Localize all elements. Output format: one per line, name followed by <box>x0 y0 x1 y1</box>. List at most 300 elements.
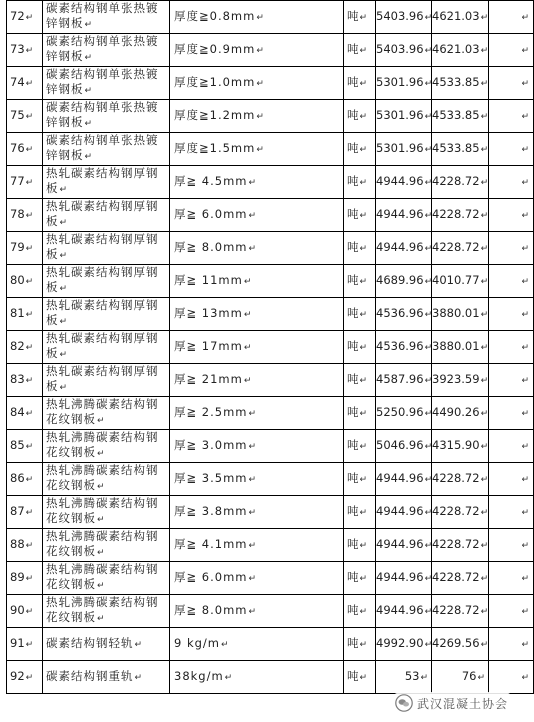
remarks-cell <box>489 298 534 331</box>
price-tax-included: 4992.90 <box>376 635 424 650</box>
paragraph-mark: ↵ <box>25 408 34 419</box>
unit: 吨 <box>347 206 359 221</box>
price-tax-excluded: 4621.03 <box>432 8 480 23</box>
product-name-cell <box>43 232 170 265</box>
specification-cell <box>170 67 344 100</box>
unit-cell <box>344 166 376 199</box>
specification-cell <box>170 496 344 529</box>
price-tax-excluded-cell <box>432 463 489 496</box>
paragraph-mark: ↵ <box>521 474 529 485</box>
paragraph-mark: ↵ <box>424 276 433 287</box>
unit-cell <box>344 529 376 562</box>
product-name: 热轧碳素结构钢厚钢板 <box>46 364 159 393</box>
paragraph-mark: ↵ <box>359 606 368 617</box>
product-name: 碳素结构钢单张热镀锌钢板 <box>46 67 159 96</box>
paragraph-mark: ↵ <box>521 672 529 683</box>
unit: 吨 <box>347 272 359 287</box>
paragraph-mark: ↵ <box>521 12 529 23</box>
paragraph-mark: ↵ <box>359 210 368 221</box>
row-number-cell <box>7 562 43 595</box>
row-number-cell <box>7 430 43 463</box>
row-number-cell <box>7 232 43 265</box>
paragraph-mark: ↵ <box>25 672 34 683</box>
price-tax-included-cell <box>376 463 432 496</box>
row-number: 77 <box>10 173 25 188</box>
paragraph-mark: ↵ <box>248 243 258 254</box>
price-tax-included: 5403.96 <box>376 8 424 23</box>
price-tax-excluded: 4228.72 <box>432 602 480 617</box>
unit: 吨 <box>347 536 359 551</box>
remarks-cell <box>489 331 534 364</box>
row-number: 75 <box>10 107 25 122</box>
product-name: 热轧沸腾碳素结构钢花纹钢板 <box>46 496 159 525</box>
paragraph-mark: ↵ <box>521 606 529 617</box>
paragraph-mark: ↵ <box>256 111 265 122</box>
paragraph-mark: ↵ <box>480 309 489 320</box>
paragraph-mark: ↵ <box>25 111 34 122</box>
paragraph-mark: ↵ <box>359 309 368 320</box>
price-tax-excluded-cell <box>432 67 489 100</box>
unit: 吨 <box>347 569 359 584</box>
paragraph-mark: ↵ <box>424 639 433 650</box>
paragraph-mark: ↵ <box>424 474 433 485</box>
specification-cell <box>170 133 344 166</box>
specification-cell <box>170 265 344 298</box>
specification-cell <box>170 166 344 199</box>
paragraph-mark: ↵ <box>359 342 368 353</box>
specification-cell <box>170 595 344 628</box>
specification-cell <box>170 397 344 430</box>
specification: 厚≧ 6.0mm <box>174 206 248 221</box>
row-number-cell <box>7 529 43 562</box>
wechat-logo-icon <box>395 694 413 712</box>
paragraph-mark: ↵ <box>59 317 69 327</box>
paragraph-mark: ↵ <box>221 639 230 650</box>
price-tax-included: 4536.96 <box>376 305 424 320</box>
specification: 厚≧ 21mm <box>174 371 243 386</box>
unit: 吨 <box>347 8 359 23</box>
paragraph-mark: ↵ <box>248 507 258 518</box>
table-row <box>7 430 534 463</box>
paragraph-mark: ↵ <box>97 449 106 459</box>
price-tax-included-cell <box>376 397 432 430</box>
paragraph-mark: ↵ <box>480 45 489 56</box>
table-row <box>7 265 534 298</box>
table-row <box>7 562 534 595</box>
price-tax-excluded-cell <box>432 100 489 133</box>
row-number: 91 <box>10 635 25 650</box>
unit-cell <box>344 199 376 232</box>
paragraph-mark: ↵ <box>256 45 265 56</box>
product-name-cell <box>43 364 170 397</box>
paragraph-mark: ↵ <box>424 573 433 584</box>
price-tax-included: 4944.96 <box>376 602 424 617</box>
product-name: 热轧沸腾碳素结构钢花纹钢板 <box>46 595 159 624</box>
unit: 吨 <box>347 503 359 518</box>
paragraph-mark: ↵ <box>424 309 433 320</box>
paragraph-mark: ↵ <box>424 606 433 617</box>
paragraph-mark: ↵ <box>521 111 529 122</box>
paragraph-mark: ↵ <box>521 375 529 386</box>
remarks-cell <box>489 34 534 67</box>
specification: 厚≧ 11mm <box>174 272 243 287</box>
price-tax-excluded: 3880.01 <box>432 305 480 320</box>
specification: 厚≧ 4.1mm <box>174 536 248 551</box>
specification-cell <box>170 661 344 694</box>
unit-cell <box>344 232 376 265</box>
product-name-cell <box>43 529 170 562</box>
unit-cell <box>344 661 376 694</box>
specification: 9 kg/m <box>174 635 221 650</box>
remarks-cell <box>489 1 534 34</box>
unit: 吨 <box>347 668 359 683</box>
price-tax-excluded: 4533.85 <box>432 74 480 89</box>
paragraph-mark: ↵ <box>359 12 368 23</box>
table-row <box>7 67 534 100</box>
paragraph-mark: ↵ <box>480 12 489 23</box>
remarks-cell <box>489 133 534 166</box>
price-tax-excluded: 4621.03 <box>432 41 480 56</box>
product-name-cell <box>43 133 170 166</box>
paragraph-mark: ↵ <box>97 614 106 624</box>
product-name-cell <box>43 199 170 232</box>
paragraph-mark: ↵ <box>248 540 258 551</box>
remarks-cell <box>489 496 534 529</box>
unit-cell <box>344 364 376 397</box>
product-name-cell <box>43 67 170 100</box>
price-tax-excluded-cell <box>432 628 489 661</box>
paragraph-mark: ↵ <box>521 408 529 419</box>
paragraph-mark: ↵ <box>359 45 368 56</box>
paragraph-mark: ↵ <box>256 12 265 23</box>
paragraph-mark: ↵ <box>480 540 489 551</box>
unit: 吨 <box>347 470 359 485</box>
price-tax-excluded: 4490.26 <box>432 404 480 419</box>
table-row <box>7 463 534 496</box>
row-number: 86 <box>10 470 25 485</box>
paragraph-mark: ↵ <box>25 144 34 155</box>
paragraph-mark: ↵ <box>97 548 106 558</box>
product-name-cell <box>43 562 170 595</box>
price-tax-included-cell <box>376 133 432 166</box>
unit: 吨 <box>347 140 359 155</box>
specification: 厚≧ 2.5mm <box>174 404 248 419</box>
table-row <box>7 34 534 67</box>
price-tax-included-cell <box>376 232 432 265</box>
row-number: 89 <box>10 569 25 584</box>
paragraph-mark: ↵ <box>59 185 69 195</box>
specification-cell <box>170 463 344 496</box>
price-tax-excluded-cell <box>432 1 489 34</box>
row-number: 87 <box>10 503 25 518</box>
unit-cell <box>344 298 376 331</box>
paragraph-mark: ↵ <box>248 441 258 452</box>
product-name: 热轧碳素结构钢厚钢板 <box>46 166 159 195</box>
row-number: 84 <box>10 404 25 419</box>
price-tax-included-cell <box>376 34 432 67</box>
price-tax-included: 4587.96 <box>376 371 424 386</box>
paragraph-mark: ↵ <box>521 639 529 650</box>
price-tax-excluded-cell <box>432 562 489 595</box>
price-tax-included-cell <box>376 562 432 595</box>
price-tax-included-cell <box>376 166 432 199</box>
paragraph-mark: ↵ <box>359 111 368 122</box>
unit: 吨 <box>347 41 359 56</box>
product-name: 热轧沸腾碳素结构钢花纹钢板 <box>46 430 159 459</box>
paragraph-mark: ↵ <box>480 177 489 188</box>
paragraph-mark: ↵ <box>480 243 489 254</box>
paragraph-mark: ↵ <box>359 177 368 188</box>
paragraph-mark: ↵ <box>480 639 489 650</box>
paragraph-mark: ↵ <box>424 45 433 56</box>
paragraph-mark: ↵ <box>25 639 34 650</box>
unit-cell <box>344 562 376 595</box>
table-row <box>7 496 534 529</box>
price-tax-excluded: 4533.85 <box>432 140 480 155</box>
product-name-cell <box>43 496 170 529</box>
paragraph-mark: ↵ <box>25 177 34 188</box>
product-name-cell <box>43 595 170 628</box>
product-name-cell <box>43 298 170 331</box>
remarks-cell <box>489 463 534 496</box>
paragraph-mark: ↵ <box>420 672 428 683</box>
paragraph-mark: ↵ <box>359 78 368 89</box>
table-body <box>7 1 534 694</box>
remarks-cell <box>489 67 534 100</box>
table-row <box>7 100 534 133</box>
unit-cell <box>344 331 376 364</box>
paragraph-mark: ↵ <box>424 342 433 353</box>
unit-cell <box>344 496 376 529</box>
row-number-cell <box>7 133 43 166</box>
watermark <box>391 692 514 714</box>
product-name: 碳素结构钢轻轨 <box>46 635 134 650</box>
paragraph-mark: ↵ <box>521 45 529 56</box>
price-tax-included: 4689.96 <box>376 272 424 287</box>
row-number: 80 <box>10 272 25 287</box>
unit-cell <box>344 67 376 100</box>
product-name: 热轧碳素结构钢厚钢板 <box>46 199 159 228</box>
paragraph-mark: ↵ <box>424 441 433 452</box>
paragraph-mark: ↵ <box>25 573 34 584</box>
price-tax-included: 4944.96 <box>376 569 424 584</box>
row-number: 72 <box>10 8 25 23</box>
specification: 厚≧ 13mm <box>174 305 243 320</box>
unit: 吨 <box>347 173 359 188</box>
remarks-cell <box>489 529 534 562</box>
unit-cell <box>344 1 376 34</box>
price-tax-included-cell <box>376 67 432 100</box>
table-row <box>7 166 534 199</box>
price-tax-excluded-cell <box>432 232 489 265</box>
paragraph-mark: ↵ <box>424 540 433 551</box>
product-name: 碳素结构钢重轨 <box>46 668 134 683</box>
price-tax-excluded-cell <box>432 34 489 67</box>
paragraph-mark: ↵ <box>521 573 529 584</box>
paragraph-mark: ↵ <box>480 474 489 485</box>
price-tax-excluded: 3880.01 <box>432 338 480 353</box>
row-number-cell <box>7 628 43 661</box>
specification: 厚≧ 17mm <box>174 338 243 353</box>
specification: 厚≧ 3.5mm <box>174 470 248 485</box>
paragraph-mark: ↵ <box>59 218 69 228</box>
price-tax-excluded: 4228.72 <box>432 206 480 221</box>
price-tax-included: 4944.96 <box>376 470 424 485</box>
specification: 厚度≧0.9mm <box>174 41 256 56</box>
paragraph-mark: ↵ <box>359 540 368 551</box>
price-tax-excluded: 4228.72 <box>432 503 480 518</box>
specification-cell <box>170 529 344 562</box>
paragraph-mark: ↵ <box>359 507 368 518</box>
paragraph-mark: ↵ <box>521 507 529 518</box>
paragraph-mark: ↵ <box>84 53 94 63</box>
paragraph-mark: ↵ <box>25 540 34 551</box>
product-name-cell <box>43 265 170 298</box>
specification: 厚度≧0.8mm <box>174 8 256 23</box>
paragraph-mark: ↵ <box>521 78 529 89</box>
product-name: 热轧碳素结构钢厚钢板 <box>46 298 159 327</box>
remarks-cell <box>489 199 534 232</box>
paragraph-mark: ↵ <box>521 144 529 155</box>
price-tax-excluded-cell <box>432 661 489 694</box>
paragraph-mark: ↵ <box>25 12 34 23</box>
table-row <box>7 529 534 562</box>
remarks-cell <box>489 661 534 694</box>
price-tax-excluded-cell <box>432 199 489 232</box>
unit: 吨 <box>347 338 359 353</box>
specification: 厚度≧1.0mm <box>174 74 256 89</box>
price-table <box>6 0 534 694</box>
remarks-cell <box>489 232 534 265</box>
remarks-cell <box>489 265 534 298</box>
paragraph-mark: ↵ <box>521 309 529 320</box>
row-number: 74 <box>10 74 25 89</box>
table-row <box>7 232 534 265</box>
paragraph-mark: ↵ <box>359 639 368 650</box>
price-tax-included-cell <box>376 364 432 397</box>
paragraph-mark: ↵ <box>521 441 529 452</box>
paragraph-mark: ↵ <box>424 507 433 518</box>
paragraph-mark: ↵ <box>84 119 94 129</box>
paragraph-mark: ↵ <box>25 375 34 386</box>
paragraph-mark: ↵ <box>521 342 529 353</box>
paragraph-mark: ↵ <box>424 177 433 188</box>
paragraph-mark: ↵ <box>25 78 34 89</box>
table-row <box>7 397 534 430</box>
price-tax-excluded-cell <box>432 430 489 463</box>
row-number-cell <box>7 463 43 496</box>
row-number-cell <box>7 100 43 133</box>
unit: 吨 <box>347 371 359 386</box>
price-tax-included: 4536.96 <box>376 338 424 353</box>
paragraph-mark: ↵ <box>59 350 69 360</box>
product-name: 热轧碳素结构钢厚钢板 <box>46 331 159 360</box>
unit-cell <box>344 34 376 67</box>
row-number-cell <box>7 166 43 199</box>
row-number: 82 <box>10 338 25 353</box>
paragraph-mark: ↵ <box>248 573 258 584</box>
product-name-cell <box>43 661 170 694</box>
paragraph-mark: ↵ <box>480 210 489 221</box>
unit: 吨 <box>347 239 359 254</box>
row-number-cell <box>7 661 43 694</box>
paragraph-mark: ↵ <box>97 416 106 426</box>
price-tax-excluded-cell <box>432 298 489 331</box>
price-tax-included: 5301.96 <box>376 107 424 122</box>
paragraph-mark: ↵ <box>25 243 34 254</box>
table-row <box>7 628 534 661</box>
remarks-cell <box>489 364 534 397</box>
paragraph-mark: ↵ <box>480 78 489 89</box>
price-tax-excluded: 4269.56 <box>432 635 480 650</box>
row-number: 73 <box>10 41 25 56</box>
remarks-cell <box>489 595 534 628</box>
unit-cell <box>344 265 376 298</box>
paragraph-mark: ↵ <box>521 177 529 188</box>
paragraph-mark: ↵ <box>25 441 34 452</box>
paragraph-mark: ↵ <box>521 276 529 287</box>
price-tax-included: 4944.96 <box>376 206 424 221</box>
unit-cell <box>344 133 376 166</box>
row-number: 81 <box>10 305 25 320</box>
remarks-cell <box>489 430 534 463</box>
row-number-cell <box>7 265 43 298</box>
paragraph-mark: ↵ <box>521 210 529 221</box>
product-name: 热轧沸腾碳素结构钢花纹钢板 <box>46 463 159 492</box>
specification: 厚≧ 8.0mm <box>174 239 248 254</box>
price-tax-excluded: 76 <box>461 668 477 683</box>
paragraph-mark: ↵ <box>521 540 529 551</box>
specification-cell <box>170 562 344 595</box>
row-number-cell <box>7 34 43 67</box>
remarks-cell <box>489 562 534 595</box>
paragraph-mark: ↵ <box>243 375 253 386</box>
row-number-cell <box>7 397 43 430</box>
product-name-cell <box>43 34 170 67</box>
specification: 厚度≧1.5mm <box>174 140 256 155</box>
specification-cell <box>170 430 344 463</box>
product-name: 热轧碳素结构钢厚钢板 <box>46 232 159 261</box>
paragraph-mark: ↵ <box>521 243 529 254</box>
paragraph-mark: ↵ <box>243 276 253 287</box>
paragraph-mark: ↵ <box>248 606 258 617</box>
remarks-cell <box>489 166 534 199</box>
unit: 吨 <box>347 107 359 122</box>
table-row <box>7 199 534 232</box>
row-number: 79 <box>10 239 25 254</box>
row-number-cell <box>7 298 43 331</box>
paragraph-mark: ↵ <box>359 441 368 452</box>
price-tax-included: 53 <box>404 668 420 683</box>
paragraph-mark: ↵ <box>480 441 489 452</box>
remarks-cell <box>489 628 534 661</box>
price-tax-included: 5403.96 <box>376 41 424 56</box>
product-name-cell <box>43 430 170 463</box>
table-row <box>7 595 534 628</box>
table-row <box>7 661 534 694</box>
price-tax-excluded: 4533.85 <box>432 107 480 122</box>
paragraph-mark: ↵ <box>480 276 489 287</box>
paragraph-mark: ↵ <box>25 342 34 353</box>
paragraph-mark: ↵ <box>480 111 489 122</box>
price-tax-included: 4944.96 <box>376 536 424 551</box>
price-tax-excluded-cell <box>432 331 489 364</box>
price-tax-excluded-cell <box>432 595 489 628</box>
product-name-cell <box>43 628 170 661</box>
specification-cell <box>170 232 344 265</box>
unit: 吨 <box>347 305 359 320</box>
table-row <box>7 331 534 364</box>
